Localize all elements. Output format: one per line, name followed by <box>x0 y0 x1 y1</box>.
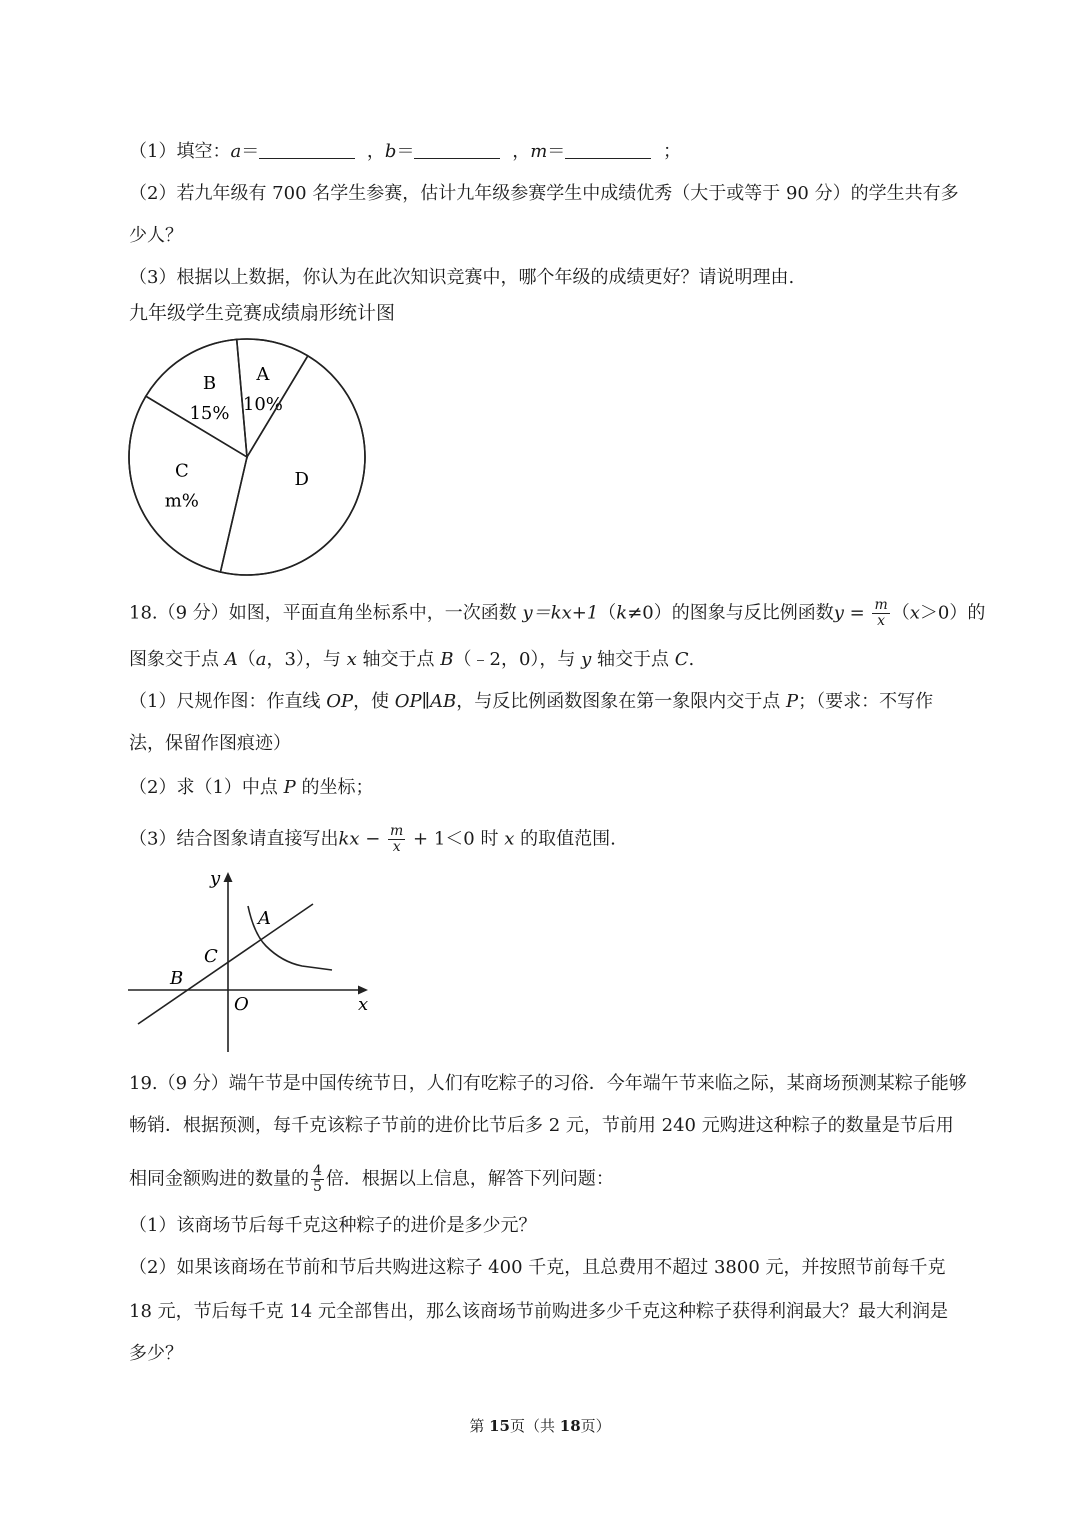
pie-value-a: 10% <box>242 394 283 416</box>
coordinate-graph <box>120 866 380 1056</box>
y-axis-label: y <box>210 868 221 889</box>
q17-part1: （1）填空：a＝ ，b＝ ，m＝ ； <box>129 141 681 162</box>
q19-part2-line3: 多少？ <box>129 1343 183 1364</box>
q19-line3: 相同金额购进的数量的 $\frac{4}{5}$ 倍．根据以上信息，解答下列问题： <box>129 1163 614 1195</box>
x-axis-label: x <box>358 994 369 1015</box>
q18-part1-line2: 法，保留作图痕迹） <box>129 733 291 754</box>
pie-chart <box>120 330 420 590</box>
q19-part2-line2: 18 元，节后每千克 14 元全部售出，那么该商场节前购进多少千克这种粽子获得利润最大？最大利润是 <box>129 1301 948 1322</box>
point-b-label: B <box>170 968 184 989</box>
q18-part1-line1: （1）尺规作图：作直线 OP，使 OP∥AB，与反比例函数图象在第一象限内交于点 P；（要求：不写作 <box>129 691 934 712</box>
linear-function-line <box>138 904 313 1024</box>
q17-part2-line1: （2）若九年级有 700 名学生参赛，估计九年级参赛学生中成绩优秀（大于或等于 90 分）的学生共有多 <box>129 183 959 204</box>
pie-label-d: D <box>294 469 309 491</box>
answer-blank-a[interactable] <box>259 140 355 159</box>
pie-value-b: 15% <box>189 402 230 424</box>
q17-part2-line2: 少人？ <box>129 225 183 246</box>
q18-line1: 18.（9 分）如图，平面直角坐标系中，一次函数 y＝kx+1（k≠0）的图象与反比例函数y = $\frac{m}{x}$ （x＞0）的 <box>129 597 986 629</box>
total-page-number: 18 <box>559 1417 581 1435</box>
pie-label-c: C <box>174 460 189 482</box>
pie-label-a: A <box>256 364 270 386</box>
fraction-m-over-x-2: $\frac{m}{x}$ <box>390 823 404 855</box>
origin-label: O <box>234 994 249 1015</box>
y-axis-arrow <box>224 872 233 882</box>
q18-line2: 图象交于点 A（a，3），与 x 轴交于点 B（﹣2，0），与 y 轴交于点 C. <box>129 649 695 670</box>
q19-part1: （1）该商场节后每千克这种粽子的进价是多少元？ <box>129 1215 537 1236</box>
current-page-number: 15 <box>489 1417 510 1435</box>
page-footer: 第 15页（共 18页） <box>469 1417 611 1435</box>
point-a-label: A <box>258 908 271 929</box>
answer-blank-b[interactable] <box>414 140 500 159</box>
q19-line2: 畅销．根据预测，每千克该粽子节前的进价比节后多 2 元，节前用 240 元购进这种粽子的数量是节后用 <box>129 1115 954 1136</box>
q18-part2: （2）求（1）中点 P 的坐标； <box>129 777 374 798</box>
pie-chart-title: 九年级学生竞赛成绩扇形统计图 <box>129 302 396 324</box>
q17-part3: （3）根据以上数据，你认为在此次知识竞赛中，哪个年级的成绩更好？请说明理由. <box>129 267 795 288</box>
pie-slice-b <box>146 339 247 457</box>
answer-blank-m[interactable] <box>565 140 651 159</box>
pie-value-c: m% <box>164 490 199 512</box>
fraction-4-over-5: $\frac{4}{5}$ <box>313 1163 322 1195</box>
q18-part3: （3）结合图象请直接写出kx − $\frac{m}{x}$ + 1＜0 时 x 的取值范围. <box>129 823 616 855</box>
point-c-label: C <box>204 946 218 967</box>
q19-line1: 19.（9 分）端午节是中国传统节日，人们有吃粽子的习俗．今年端午节来临之际，某商场预测某粽子能够 <box>129 1073 967 1094</box>
pie-slice-d <box>220 356 365 575</box>
fraction-m-over-x: $\frac{m}{x}$ <box>874 597 888 629</box>
pie-label-b: B <box>202 372 217 394</box>
q19-part2-line1: （2）如果该商场在节前和节后共购进这粽子 400 千克，且总费用不超过 3800 元，并按照节前每千克 <box>129 1257 946 1278</box>
